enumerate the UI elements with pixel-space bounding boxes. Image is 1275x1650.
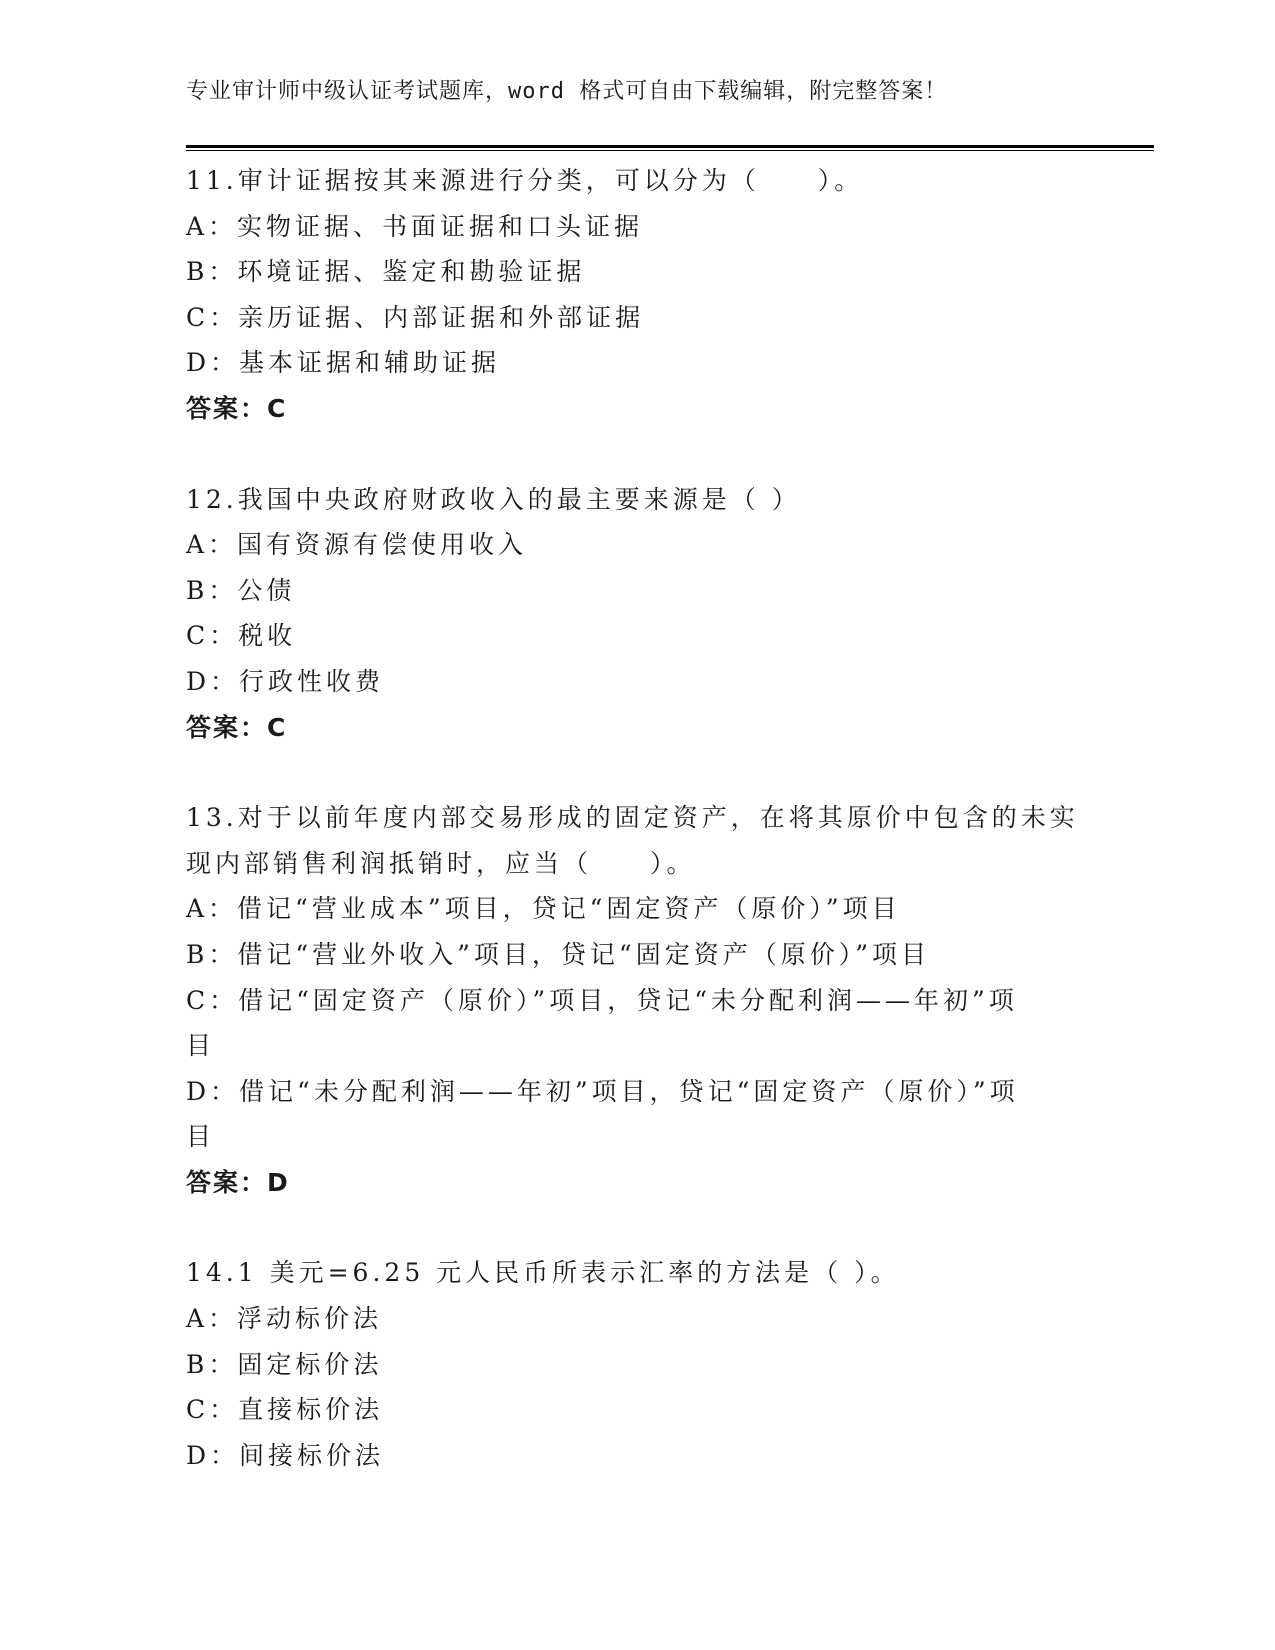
option-c: C：直接标价法 xyxy=(186,1395,384,1425)
option-c-line-1: C：借记“固定资产（原价）”项目，贷记“未分配利润——年初”项 xyxy=(186,985,1018,1015)
option-a: A：实物证据、书面证据和口头证据 xyxy=(186,211,644,241)
option-b: B：环境证据、鉴定和勘验证据 xyxy=(186,257,586,287)
option-b: B：借记“营业外收入”项目，贷记“固定资产（原价）”项目 xyxy=(186,939,930,969)
question-stem-line-2: 现内部销售利润抵销时，应当（ ）。 xyxy=(186,848,696,878)
question-12 xyxy=(186,477,1086,751)
question-11 xyxy=(186,158,1086,432)
question-stem-line-1: 13.对于以前年度内部交易形成的固定资产，在将其原价中包含的未实 xyxy=(186,803,1079,833)
option-a: A：浮动标价法 xyxy=(186,1304,383,1334)
answer-line: 答案：D xyxy=(186,1167,290,1197)
option-a: A：国有资源有偿使用收入 xyxy=(186,530,528,560)
option-c: C：亲历证据、内部证据和外部证据 xyxy=(186,302,645,332)
option-c-line-2: 目 xyxy=(186,1031,216,1061)
question-stem: 11.审计证据按其来源进行分类，可以分为（ ）。 xyxy=(186,166,864,195)
header-rule-thin xyxy=(186,150,1154,151)
answer-line: 答案：C xyxy=(186,393,288,423)
option-b: B：固定标价法 xyxy=(186,1349,383,1379)
option-c: C：税收 xyxy=(186,621,297,651)
question-stem: 12.我国中央政府财政收入的最主要来源是（ ） xyxy=(186,484,801,514)
page-header: 专业审计师中级认证考试题库，word 格式可自由下载编辑，附完整答案！ xyxy=(186,79,948,104)
question-13 xyxy=(186,795,1086,1205)
option-a: A：借记“营业成本”项目，贷记“固定资产（原价）”项目 xyxy=(186,894,901,924)
option-d: D：基本证据和辅助证据 xyxy=(186,348,501,378)
option-d-line-2: 目 xyxy=(186,1122,216,1152)
option-d: D：间接标价法 xyxy=(186,1440,385,1470)
option-d-line-1: D：借记“未分配利润——年初”项目，贷记“固定资产（原价）”项 xyxy=(186,1076,1019,1106)
header-rule-thick xyxy=(186,145,1154,148)
question-14 xyxy=(186,1250,1086,1478)
question-list xyxy=(186,158,1086,1523)
option-b: B：公债 xyxy=(186,575,296,605)
answer-line: 答案：C xyxy=(186,712,288,742)
question-stem: 14.1 美元=6.25 元人民币所表示汇率的方法是（ ）。 xyxy=(186,1258,900,1288)
option-d: D：行政性收费 xyxy=(186,666,385,696)
